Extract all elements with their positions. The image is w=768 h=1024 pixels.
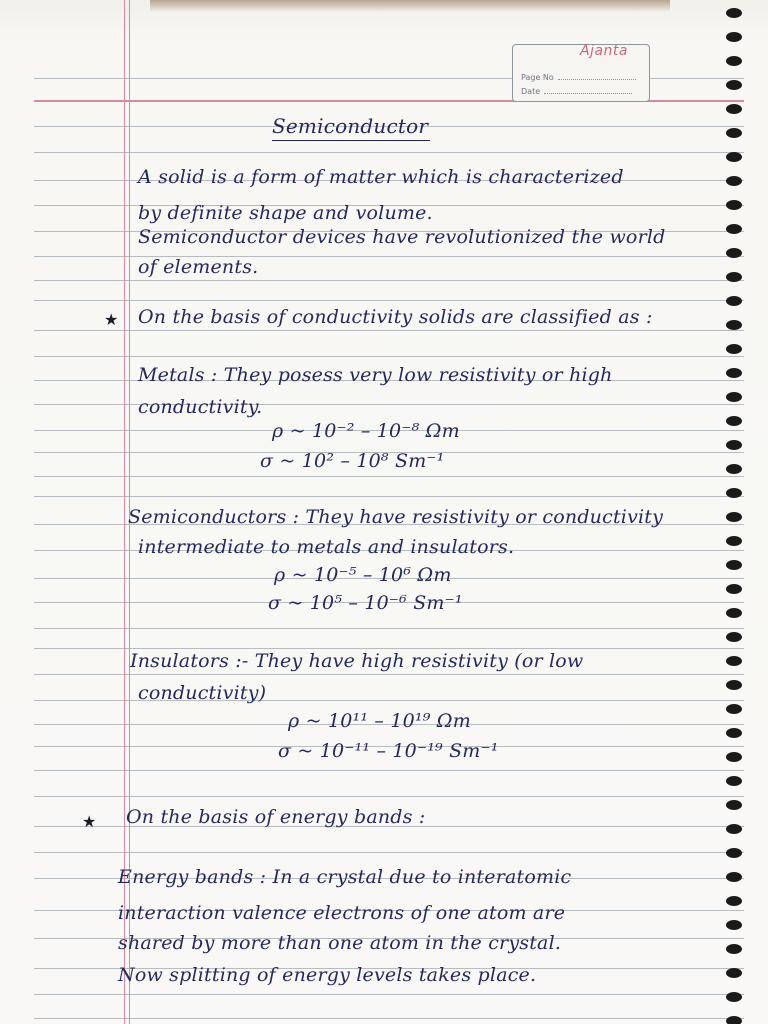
semiconductors-line: intermediate to metals and insulators. (138, 536, 515, 558)
spiral-ring (726, 776, 742, 786)
semiconductors-resistivity: ρ ~ 10⁻⁵ – 10⁶ Ωm (274, 564, 452, 586)
spiral-ring (726, 104, 742, 114)
spiral-ring (726, 296, 742, 306)
brand-logo: Ajanta (580, 43, 628, 59)
spiral-ring (726, 896, 742, 906)
spiral-ring (726, 872, 742, 882)
spiral-ring (726, 8, 742, 18)
spiral-ring (726, 128, 742, 138)
page-title: Semiconductor (272, 114, 429, 138)
page-no-row (521, 73, 636, 82)
ruled-line (34, 330, 744, 331)
intro-line: of elements. (138, 256, 259, 278)
spiral-ring (726, 80, 742, 90)
ruled-line (34, 994, 744, 995)
spiral-ring (726, 704, 742, 714)
spiral-binding (722, 0, 744, 1024)
spiral-ring (726, 368, 742, 378)
ruled-line (34, 628, 744, 629)
ruled-line (34, 476, 744, 477)
spiral-ring (726, 248, 742, 258)
spiral-ring (726, 848, 742, 858)
date-label: Date (521, 87, 541, 96)
spiral-ring (726, 320, 742, 330)
spiral-ring (726, 944, 742, 954)
star-bullet: ★ (104, 310, 119, 329)
spiral-ring (726, 728, 742, 738)
spiral-ring (726, 584, 742, 594)
spiral-ring (726, 968, 742, 978)
ruled-line (34, 300, 744, 301)
spiral-ring (726, 224, 742, 234)
ruled-line (34, 796, 744, 797)
title-underline (272, 140, 430, 141)
spiral-ring (726, 440, 742, 450)
spiral-ring (726, 392, 742, 402)
spiral-ring (726, 560, 742, 570)
spiral-ring (726, 200, 742, 210)
intro-line: A solid is a form of matter which is characterized (138, 166, 624, 188)
energy-bands-line: shared by more than one atom in the crystal. (118, 932, 562, 954)
spiral-ring (726, 176, 742, 186)
spiral-ring (726, 32, 742, 42)
energy-bands-line: interaction valence electrons of one atom are (118, 902, 566, 924)
spiral-ring (726, 680, 742, 690)
ruled-line (34, 280, 744, 281)
ruled-line (34, 852, 744, 853)
section-heading-energy-bands: On the basis of energy bands : (126, 806, 426, 828)
ruled-line (34, 356, 744, 357)
spiral-ring (726, 992, 742, 1002)
insulators-line: Insulators :- They have high resistivity (or low (130, 650, 584, 672)
spiral-ring (726, 416, 742, 426)
section-heading-conductivity: On the basis of conductivity solids are classified as : (138, 306, 653, 328)
energy-bands-line: Energy bands : In a crystal due to interatomic (118, 866, 572, 888)
spiral-ring (726, 632, 742, 642)
insulators-conductivity: σ ~ 10⁻¹¹ – 10⁻¹⁹ Sm⁻¹ (278, 740, 499, 762)
spiral-ring (726, 464, 742, 474)
spiral-ring (726, 1016, 742, 1024)
ruled-line (34, 496, 744, 497)
metals-resistivity: ρ ~ 10⁻² – 10⁻⁸ Ωm (272, 420, 460, 442)
spiral-ring (726, 152, 742, 162)
ruled-line (34, 770, 744, 771)
page-date-stamp (512, 44, 650, 102)
ruled-line (34, 674, 744, 675)
spiral-ring (726, 272, 742, 282)
spiral-ring (726, 608, 742, 618)
energy-bands-line: Now splitting of energy levels takes place. (118, 964, 537, 986)
metals-line: conductivity. (138, 396, 263, 418)
ruled-line (34, 152, 744, 153)
metals-conductivity: σ ~ 10² – 10⁸ Sm⁻¹ (260, 450, 445, 472)
semiconductors-line: Semiconductors : They have resistivity or conductivity (128, 506, 664, 528)
spiral-ring (726, 800, 742, 810)
intro-line: by definite shape and volume. (138, 202, 433, 224)
date-row (521, 87, 632, 96)
spiral-ring (726, 752, 742, 762)
spiral-ring (726, 656, 742, 666)
spiral-ring (726, 824, 742, 834)
page-no-label: Page No (521, 73, 554, 82)
intro-line: Semiconductor devices have revolutionized the world (138, 226, 666, 248)
spiral-ring (726, 488, 742, 498)
semiconductors-conductivity: σ ~ 10⁵ – 10⁻⁶ Sm⁻¹ (268, 592, 463, 614)
insulators-line: conductivity) (138, 682, 267, 704)
insulators-resistivity: ρ ~ 10¹¹ – 10¹⁹ Ωm (288, 710, 471, 732)
spiral-ring (726, 920, 742, 930)
ruled-line (34, 1018, 744, 1019)
metals-line: Metals : They posess very low resistivity or high (138, 364, 613, 386)
spiral-ring (726, 344, 742, 354)
spiral-ring (726, 512, 742, 522)
spiral-ring (726, 536, 742, 546)
ruled-line (34, 648, 744, 649)
star-bullet: ★ (82, 812, 97, 831)
spiral-ring (726, 56, 742, 66)
